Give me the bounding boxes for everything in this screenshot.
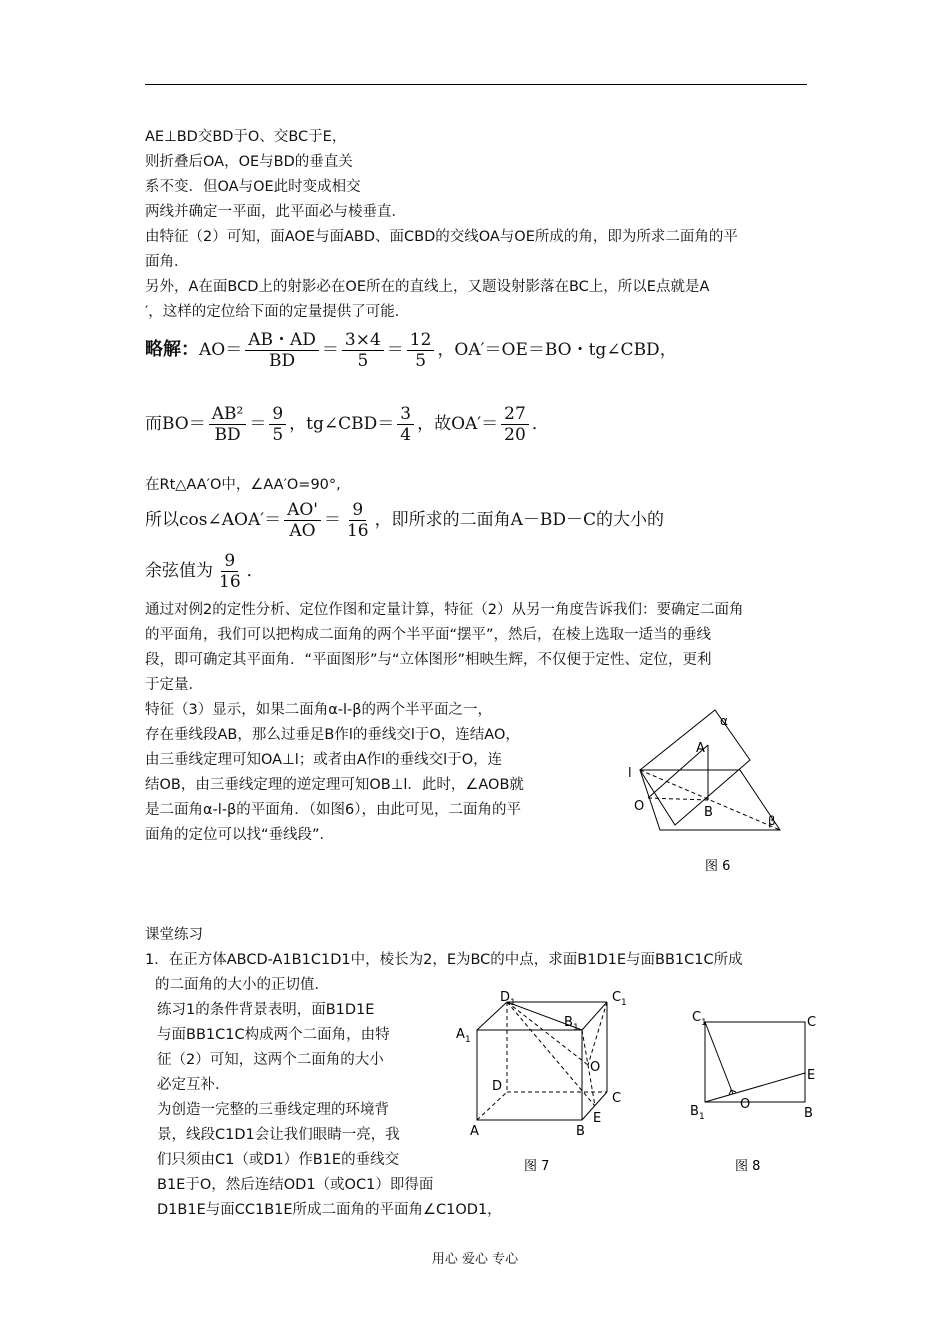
text-line: 练习1的条件背景表明，面B1D1E (157, 1002, 375, 1018)
svg-text:1: 1 (465, 1035, 471, 1045)
header-rule (145, 84, 807, 85)
label-B: B (704, 805, 713, 820)
question-text: 1．在正方体ABCD-A1B1C1D1中，棱长为2，E为BC的中点，求面B1D1E与面BB1C1C所成 (145, 952, 743, 968)
segment-OB (648, 798, 708, 800)
svg-text:A: A (470, 1124, 479, 1139)
face-BB1C1C (705, 1022, 805, 1102)
svg-text:1: 1 (701, 1018, 707, 1028)
svg-text:D: D (500, 990, 511, 1005)
text-line: 由特征（2）可知，面AOE与面ABD、面CBD的交线OA与OE所成的角，即为所求二面角的平 (145, 229, 738, 245)
label-alpha: α (720, 714, 728, 728)
label-O: O (634, 799, 645, 814)
text-line: 通过对例2的定性分析、定位作图和定量计算，特征（2）从另一角度告诉我们：要确定二面角 (145, 602, 744, 618)
solution-label: 略解： (145, 339, 199, 360)
fraction: $\frac{9}{16}$ (219, 551, 241, 592)
text-line: 景，线段C1D1会让我们眼睛一亮，我 (157, 1127, 400, 1143)
text-line: 两线并确定一平面，此平面必与棱垂直． (145, 204, 406, 220)
figure-7-caption: 图 7 (524, 1159, 550, 1174)
svg-text:B: B (690, 1104, 699, 1119)
segment-C1O (588, 1002, 607, 1065)
figure-6 (620, 700, 800, 880)
fraction: $\frac{9}{16}$ (346, 500, 369, 541)
question-text: 的二面角的大小的正切值． (155, 977, 329, 993)
svg-text:B: B (564, 1015, 573, 1030)
svg-text:D: D (492, 1079, 503, 1094)
text-line: AE⊥BD交BD于O、交BC于E， (145, 129, 347, 145)
fraction: $\frac{3\times 4}{5}$ (342, 330, 384, 371)
text-line: 于定量． (145, 677, 203, 693)
figure-6-caption: 图 6 (705, 859, 731, 874)
fraction: $\frac{12}{5}$ (407, 330, 435, 371)
fraction: $\frac{\text{AB²}}{BD}$ (209, 404, 247, 445)
svg-text:C: C (692, 1010, 702, 1025)
cosine-value: 余弦值为 $\frac{9}{16}$ ． (145, 551, 264, 592)
svg-text:1: 1 (510, 998, 516, 1008)
svg-text:C: C (612, 1091, 622, 1106)
text-line: 另外，A在面BCD上的射影必在OE所在的直线上，又题设射影落在BC上，所以E点就是A (145, 279, 710, 295)
text-line: 面角． (145, 254, 189, 270)
text-line: D1B1E与面CC1B1E所成二面角的平面角∠C1OD1， (157, 1202, 502, 1218)
figure-7 (452, 990, 642, 1180)
text-line: 结OB，由三垂线定理的逆定理可知OB⊥l．此时，∠AOB就 (145, 777, 524, 793)
text-line: 们只须由C1（或D1）作B1E的垂线交 (157, 1152, 400, 1168)
text-line: 特征（3）显示，如果二面角α-l-β的两个半平面之一， (145, 702, 493, 718)
svg-text:B: B (804, 1106, 813, 1121)
figure-8-caption: 图 8 (735, 1159, 761, 1174)
edge-l (640, 770, 780, 830)
figure-8 (680, 995, 830, 1180)
text-line: 段，即可确定其平面角．“平面图形”与“立体图形”相映生辉，不仅便于定性、定位，更利 (145, 652, 712, 668)
text-line: 系不变．但OA与OE此时变成相交 (145, 179, 361, 195)
text-line: 为创造一完整的三垂线定理的环境背 (157, 1102, 389, 1118)
text-line: 面角的定位可以找“垂线段”． (145, 827, 335, 843)
text-line: B1E于O，然后连结OD1（或OC1）即得面 (157, 1177, 434, 1193)
text-line: 必定互补． (157, 1077, 230, 1093)
svg-text:1: 1 (621, 998, 627, 1008)
text-line: 与面BB1C1C构成两个二面角，由特 (157, 1027, 390, 1043)
solution-equation-2: 而BO＝ $\frac{\text{AB²}}{BD}$ ＝ $\frac{9}{5}$ ，tg∠CBD＝ $\frac{3}{4}$ ，故OA′＝ $\frac{27}{20}$ ． (145, 404, 549, 445)
text-line: 的平面角，我们可以把构成二面角的两个半平面“摆平”，然后，在棱上选取一适当的垂线 (145, 627, 712, 643)
svg-text:E: E (593, 1111, 602, 1126)
svg-text:B: B (576, 1124, 585, 1139)
svg-text:A: A (456, 1027, 465, 1042)
text-line: 存在垂线段AB，那么过垂足B作l的垂线交l于O，连结AO， (145, 727, 520, 743)
page-footer: 用心 爱心 专心 (431, 1252, 519, 1267)
cosine-equation: 所以cos∠AOA′＝ $\frac{AO'}{AO}$ ＝ $\frac{9}{16}$ ，即所求的二面角A－BD－C的大小的 (145, 500, 665, 541)
svg-text:O: O (590, 1060, 601, 1075)
label-A: A (696, 741, 705, 756)
front-face (477, 1030, 582, 1120)
text-line: 是二面角α-l-β的平面角．（如图6），由此可见，二面角的平 (145, 802, 522, 818)
segment-B1E (705, 1073, 805, 1102)
text-line: ′，这样的定位给下面的定量提供了可能． (145, 304, 410, 320)
fraction: $\frac{AO'}{AO}$ (284, 500, 321, 541)
segment-C1O (705, 1022, 733, 1094)
label-beta: β (768, 814, 776, 828)
svg-text:1: 1 (699, 1112, 705, 1122)
fraction: $\frac{27}{20}$ (501, 404, 529, 445)
text-line: 则折叠后OA，OE与BD的垂直关 (145, 154, 353, 170)
svg-text:C: C (807, 1015, 817, 1030)
label-l: l (628, 766, 632, 781)
plane-alpha (640, 710, 750, 825)
fraction: $\frac{3}{4}$ (397, 404, 414, 445)
text-line: 征（2）可知，这两个二面角的大小 (157, 1052, 384, 1068)
fraction: $\frac{AB・AD}{BD}$ (245, 330, 319, 371)
text-line: 在Rt△AA′O中，∠AA′O=90°, (145, 477, 341, 493)
svg-text:E: E (807, 1068, 816, 1083)
solution-equation-1: 略解：AO＝ $\frac{AB・AD}{BD}$ ＝ $\frac{3\times 4}{5}$ ＝ $\frac{12}{5}$ ，OA′＝OE＝BO・tg∠CBD， (145, 330, 677, 371)
segment-D1O (507, 1002, 588, 1065)
text-line: 由三垂线定理可知OA⊥l；或者由A作l的垂线交l于O，连 (145, 752, 503, 768)
fraction: $\frac{9}{5}$ (269, 404, 286, 445)
svg-text:C: C (612, 990, 622, 1005)
section-title: 课堂练习 (145, 927, 203, 943)
svg-text:O: O (740, 1097, 751, 1112)
svg-text:1: 1 (573, 1023, 579, 1033)
